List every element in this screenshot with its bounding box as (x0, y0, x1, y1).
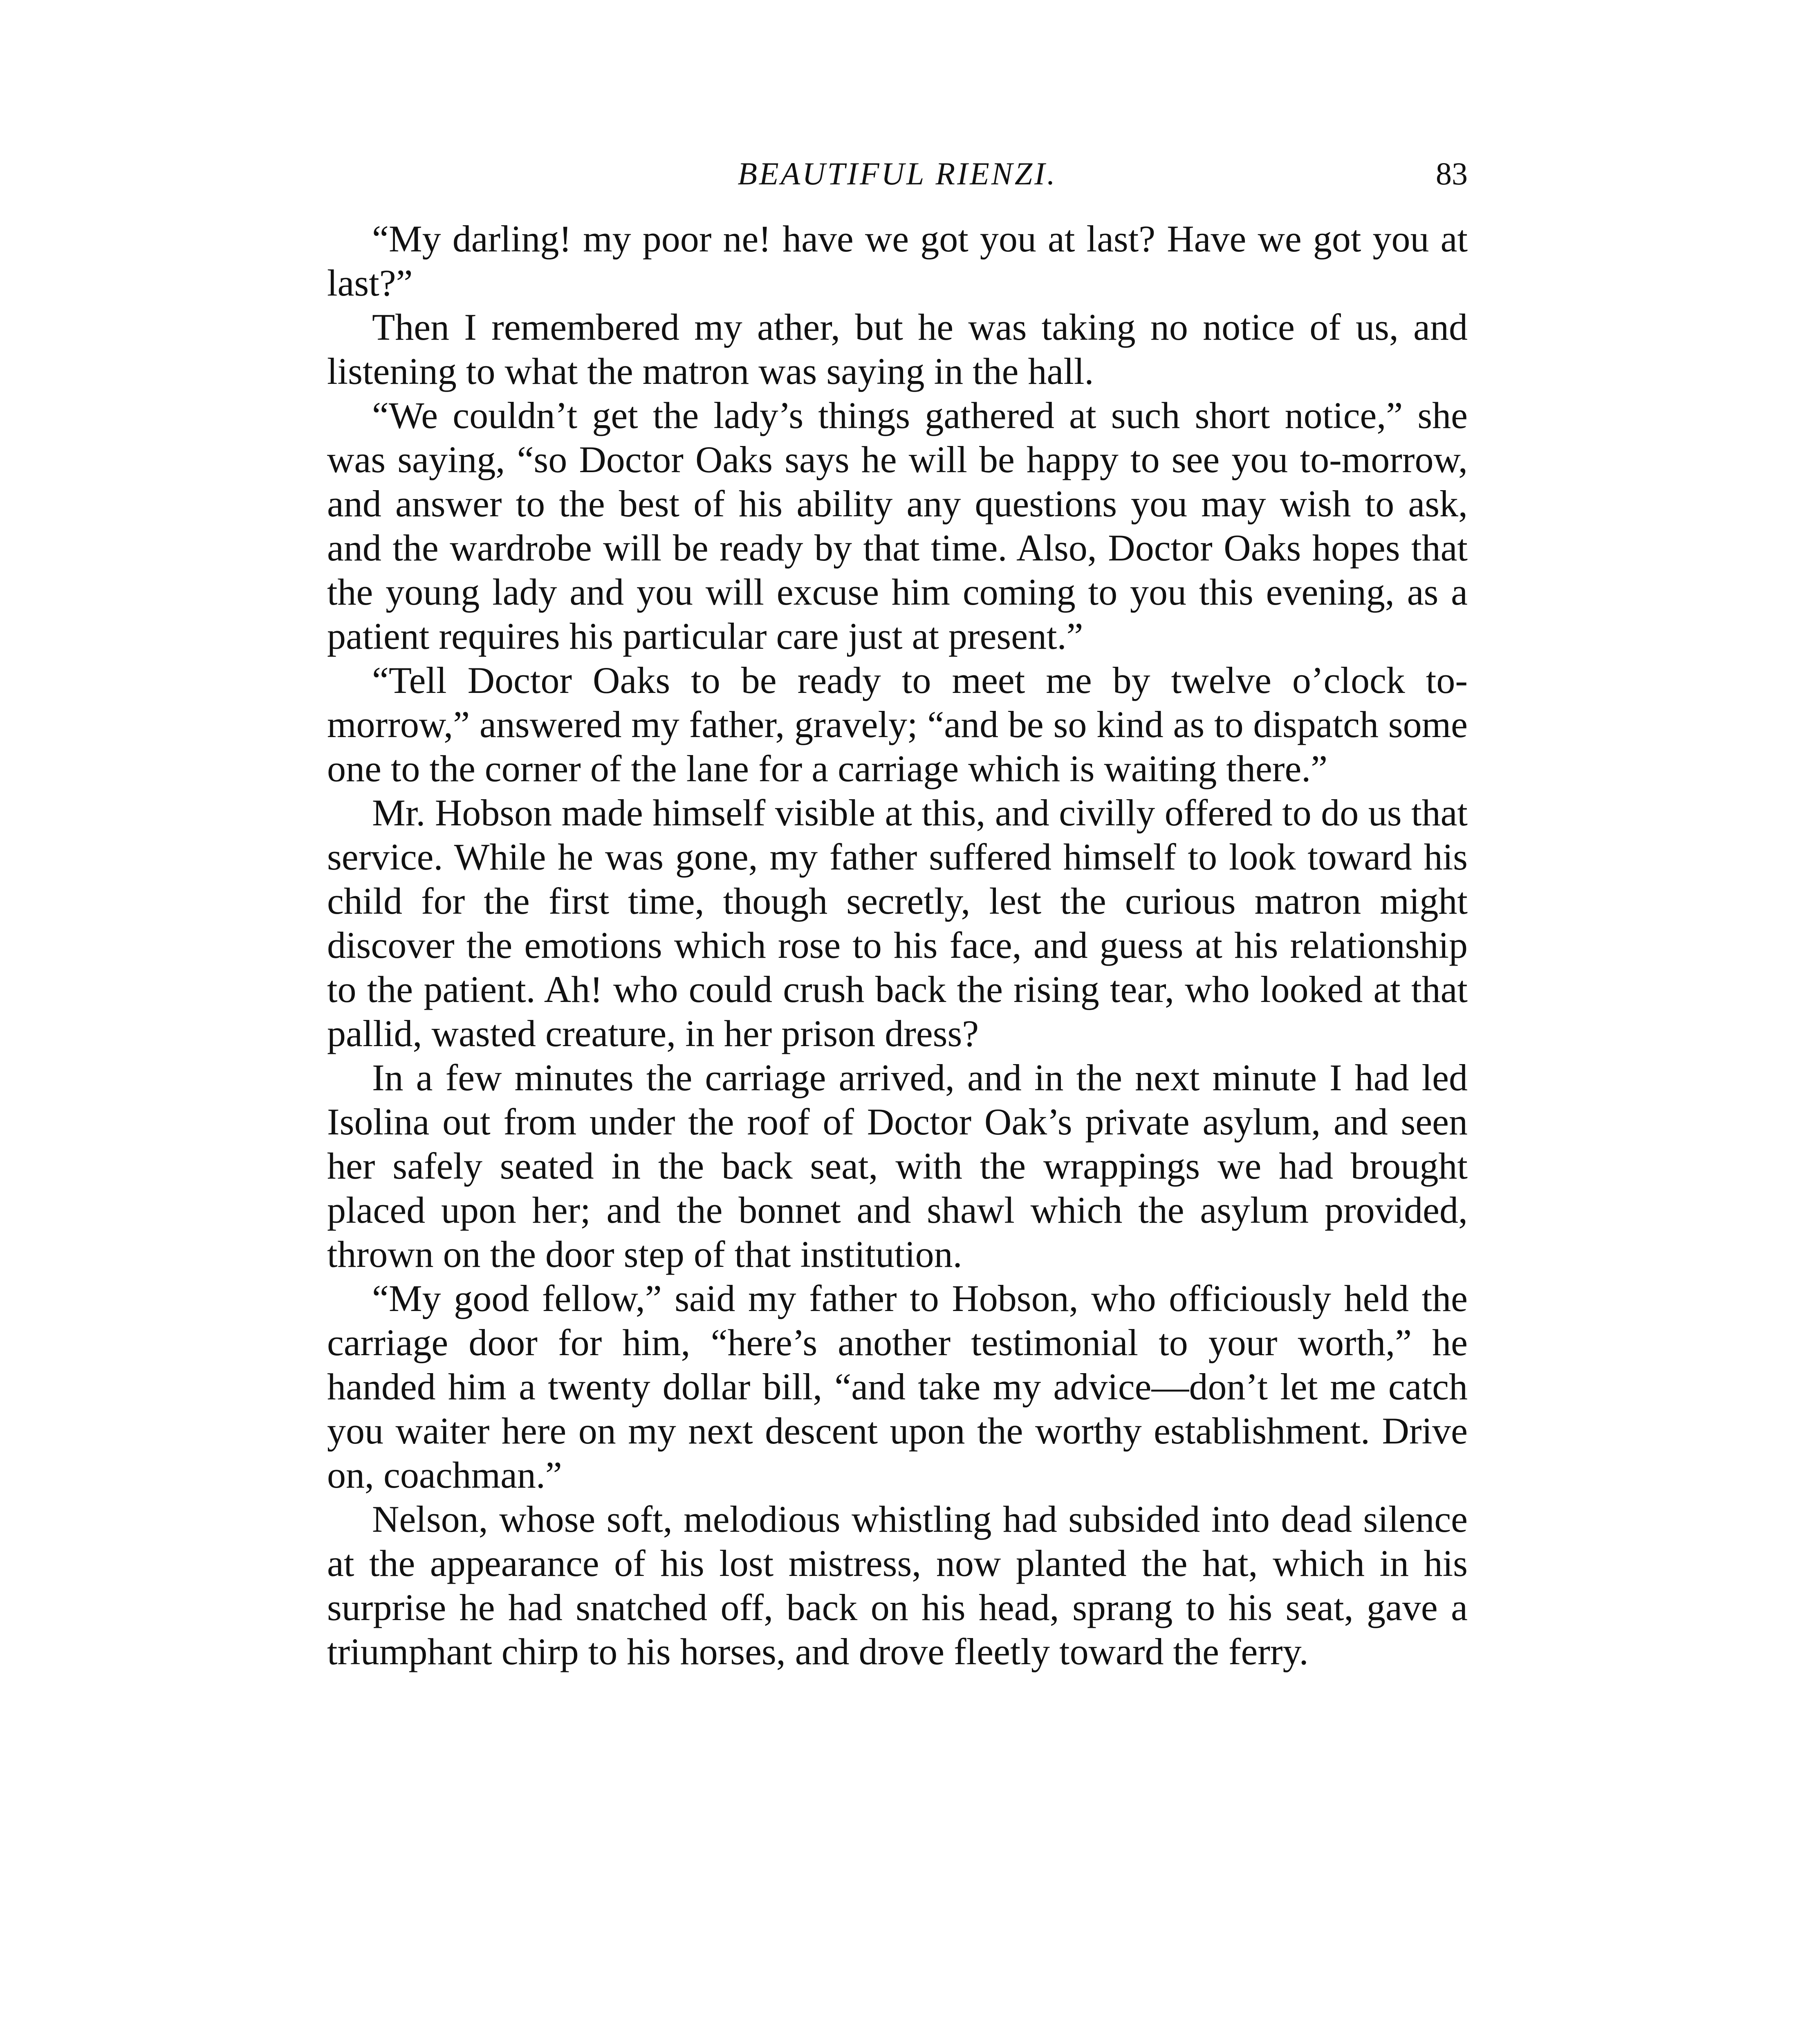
paragraph-5: Mr. Hobson made himself visible at this, and civilly offered to do us that service. While he was gone, my father suffered himself to look toward his child for the first time, though secretly, lest the curious matron might discover the emotions which rose to his face, and guess at his relationship to the patient. Ah! who could crush back the rising tear, who looked at that pallid, wasted creature, in her prison dress? (327, 792, 1468, 1054)
book-page (327, 155, 1468, 1674)
paragraph-7: “My good fellow,” said my father to Hobson, who officiously held the carriage door for him, “here’s another testimonial to your worth,” he handed him a twenty dollar bill, “and take my advice—don’t let me catch you waiter here on my next descent upon the worthy establishment. Drive on, coachman.” (327, 1278, 1468, 1496)
paragraph-1: “My darling! my poor ne! have we got you at last? Have we got you at last?” (327, 218, 1468, 304)
page-number: 83 (1436, 156, 1468, 191)
running-title: BEAUTIFUL RIENZI. (738, 156, 1057, 191)
paragraph-8: Nelson, whose soft, melodious whistling had subsided into dead silence at the appearance of his lost mistress, now planted the hat, which in his surprise he had snatched off, back on his head, sprang to his seat, gave a triumphant chirp to his horses, and drove fleetly toward the ferry. (327, 1498, 1468, 1672)
body-text (327, 217, 1468, 1674)
paragraph-4: “Tell Doctor Oaks to be ready to meet me by twelve o’clock to-morrow,” answered my father, gravely; “and be so kind as to dispatch some one to the corner of the lane for a carriage which is waiting there.” (327, 659, 1468, 789)
running-head (327, 155, 1468, 217)
paragraph-6: In a few minutes the carriage arrived, and in the next minute I had led Isolina out from under the roof of Doctor Oak’s private asylum, and seen her safely seated in the back seat, with the wrappings we had brought placed upon her; and the bonnet and shawl which the asylum provided, thrown on the door step of that institution. (327, 1057, 1468, 1275)
paragraph-2: Then I remembered my ather, but he was taking no notice of us, and listening to what the matron was saying in the hall. (327, 306, 1468, 392)
paragraph-3: “We couldn’t get the lady’s things gathered at such short notice,” she was saying, “so Doctor Oaks says he will be happy to see you to-morrow, and answer to the best of his ability any questions you may wish to ask, and the wardrobe will be ready by that time. Also, Doctor Oaks hopes that the young lady and you will excuse him coming to you this evening, as a patient requires his particular care just at present.” (327, 394, 1468, 657)
